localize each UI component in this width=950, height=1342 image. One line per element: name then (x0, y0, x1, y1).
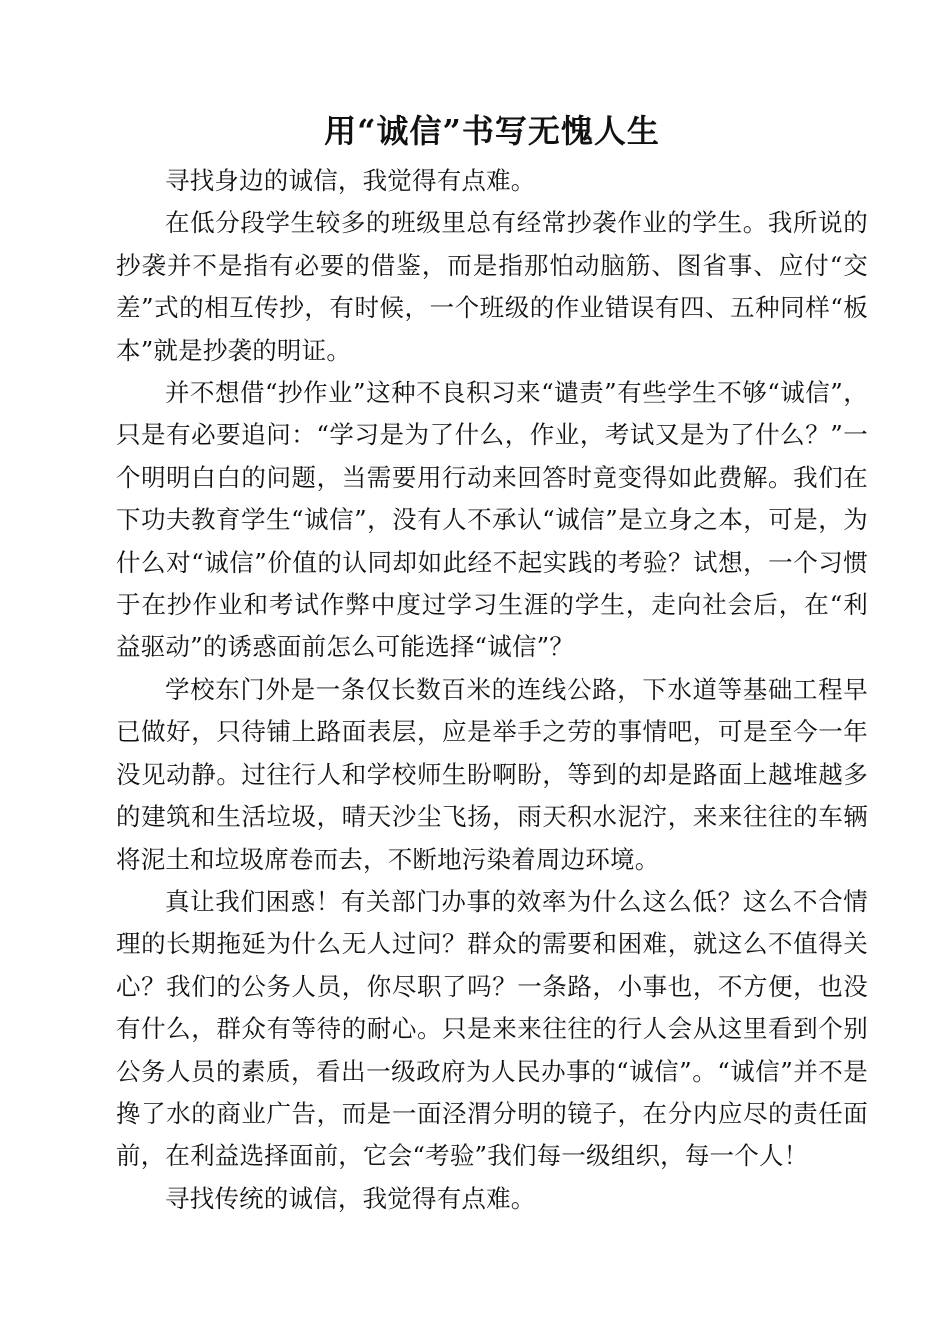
paragraph-5: 真让我们困惑！有关部门办事的效率为什么这么低？这么不合情理的长期拖延为什么无人过问？群众的需要和困难，就这么不值得关心？我们的公务人员，你尽职了吗？一条路，小事也，不方便，也没有什么，群众有等待的耐心。只是来来往往的行人会从这里看到个别公务人员的素质，看出一级政府为人民办事的“诚信”。“诚信”并不是搀了水的商业广告，而是一面泾渭分明的镜子，在分内应尽的责任面前，在利益选择面前，它会“考验”我们每一级组织，每一个人！ (116, 886, 868, 1171)
paragraph-6: 寻找传统的诚信，我觉得有点难。 (165, 1183, 536, 1213)
paragraph-3: 并不想借“抄作业”这种不良积习来“谴责”有些学生不够“诚信”，只是有必要追问：“学习是为了什么，作业，考试又是为了什么？”一个明明白白的问题，当需要用行动来回答时竟变得如此费解。我们在下功夫教育学生“诚信”，没有人不承认“诚信”是立身之本，可是，为什么对“诚信”价值的认同却如此经不起实践的考验？试想，一个习惯于在抄作业和考试作弊中度过学习生涯的学生，走向社会后，在“利益驱动”的诱惑面前怎么可能选择“诚信”？ (116, 378, 868, 662)
paragraph-2: 在低分段学生较多的班级里总有经常抄袭作业的学生。我所说的抄袭并不是指有必要的借鉴，而是指那怕动脑筋、图省事、应付“交差”式的相互传抄，有时候，一个班级的作业错误有四、五种同样“板本”就是抄袭的明证。 (116, 208, 868, 365)
document-title: 用“诚信”书写无愧人生 (324, 112, 660, 150)
document-page (116, 108, 868, 1220)
paragraph-1: 寻找身边的诚信，我觉得有点难。 (165, 166, 536, 195)
paragraph-4: 学校东门外是一条仅长数百米的连线公路，下水道等基础工程早已做好，只待铺上路面表层，应是举手之劳的事情吧，可是至今一年没见动静。过往行人和学校师生盼啊盼，等到的却是路面上越堆越多的建筑和生活垃圾，晴天沙尘飞扬，雨天积水泥泞，来来往往的车辆将泥土和垃圾席卷而去，不断地污染着周边环境。 (116, 674, 868, 874)
